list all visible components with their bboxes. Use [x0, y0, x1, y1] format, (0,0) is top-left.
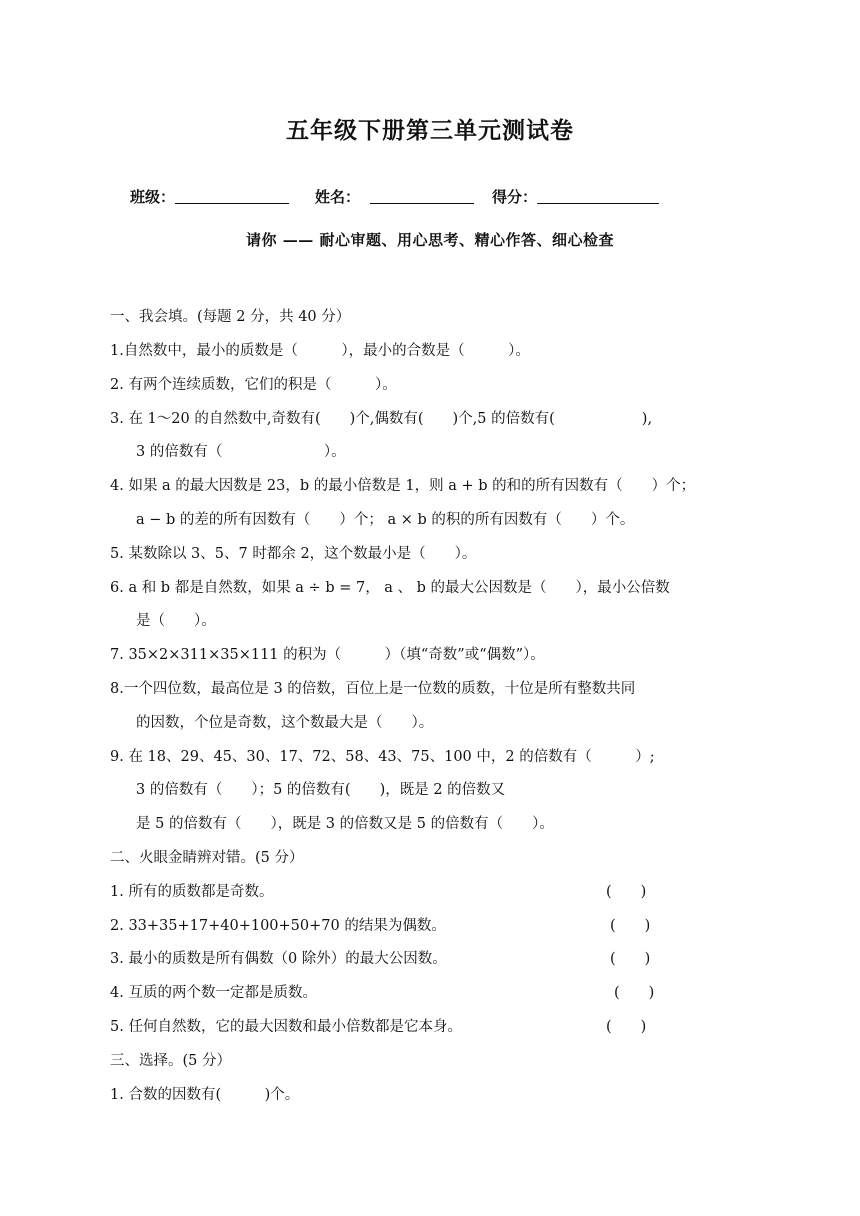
question-9-cont-1: 3 的倍数有（ ）；5 的倍数有( )，既是 2 的倍数又 [136, 782, 506, 798]
judge-answer-1[interactable]: ( ) [606, 884, 647, 900]
question-8: 8.一个四位数，最高位是 3 的倍数，百位上是一位数的质数，十位是所有整数共同 [110, 681, 636, 697]
question-3-cont: 3 的倍数有（ ）。 [136, 444, 346, 460]
judge-answer-5[interactable]: ( ) [606, 1019, 647, 1035]
score-label: 得分： [492, 188, 538, 206]
judge-item-4: 4. 互质的两个数一定都是质数。 [110, 985, 317, 1001]
judge-item-2: 2. 33+35+17+40+100+50+70 的结果为偶数。 [110, 918, 446, 934]
question-4: 4. 如果 a 的最大因数是 23，b 的最小倍数是 1，则 a + b 的和的所有因数有（ ）个； [110, 478, 696, 494]
question-1: 1.自然数中，最小的质数是（ ），最小的合数是（ ）。 [110, 343, 530, 359]
class-blank [175, 189, 289, 204]
judge-item-5: 5. 任何自然数，它的最大因数和最小倍数都是它本身。 [110, 1019, 462, 1035]
judge-answer-4[interactable]: ( ) [614, 985, 655, 1001]
question-6: 6. a 和 b 都是自然数，如果 a ÷ b = 7， a 、 b 的最大公因数是（ ），最小公倍数 [110, 580, 670, 596]
question-3: 3. 在 1～20 的自然数中,奇数有( )个,偶数有( )个,5 的倍数有( ), [110, 411, 653, 427]
page-title: 五年级下册第三单元测试卷 [286, 117, 574, 144]
section-1-heading: 一、我会填。(每题 2 分，共 40 分） [110, 309, 351, 325]
motto: 请你 —— 耐心审题、用心思考、精心作答、细心检查 [246, 231, 614, 249]
question-7: 7. 35×2×311×35×111 的积为（ ）（填“奇数”或“偶数”）。 [110, 647, 545, 663]
question-6-cont: 是（ ）。 [136, 613, 216, 629]
student-info-row [130, 186, 659, 207]
question-9: 9. 在 18、29、45、30、17、72、58、43、75、100 中，2 的倍数有（ ）; [110, 749, 655, 765]
name-label: 姓名： [315, 188, 361, 206]
section-3-heading: 三、选择。(5 分） [110, 1053, 231, 1069]
judge-answer-2[interactable]: ( ) [610, 918, 651, 934]
judge-item-3: 3. 最小的质数是所有偶数（0 除外）的最大公因数。 [110, 951, 447, 967]
question-2: 2. 有两个连续质数，它们的积是（ ）。 [110, 377, 397, 393]
score-blank [537, 189, 659, 204]
choice-question-1: 1. 合数的因数有( )个。 [110, 1087, 300, 1103]
name-blank [370, 189, 474, 204]
section-2-heading: 二、火眼金睛辨对错。(5 分） [110, 850, 304, 866]
question-4-cont: a − b 的差的所有因数有（ ）个； a × b 的积的所有因数有（ ）个。 [136, 512, 635, 528]
question-9-cont-2: 是 5 的倍数有（ ），既是 3 的倍数又是 5 的倍数有（ ）。 [136, 816, 554, 832]
class-label: 班级： [130, 188, 176, 206]
judge-answer-3[interactable]: ( ) [610, 951, 651, 967]
question-8-cont: 的因数，个位是奇数，这个数最大是（ ）。 [136, 715, 434, 731]
judge-item-1: 1. 所有的质数都是奇数。 [110, 884, 274, 900]
question-5: 5. 某数除以 3、5、7 时都余 2，这个数最小是（ ）。 [110, 546, 477, 562]
